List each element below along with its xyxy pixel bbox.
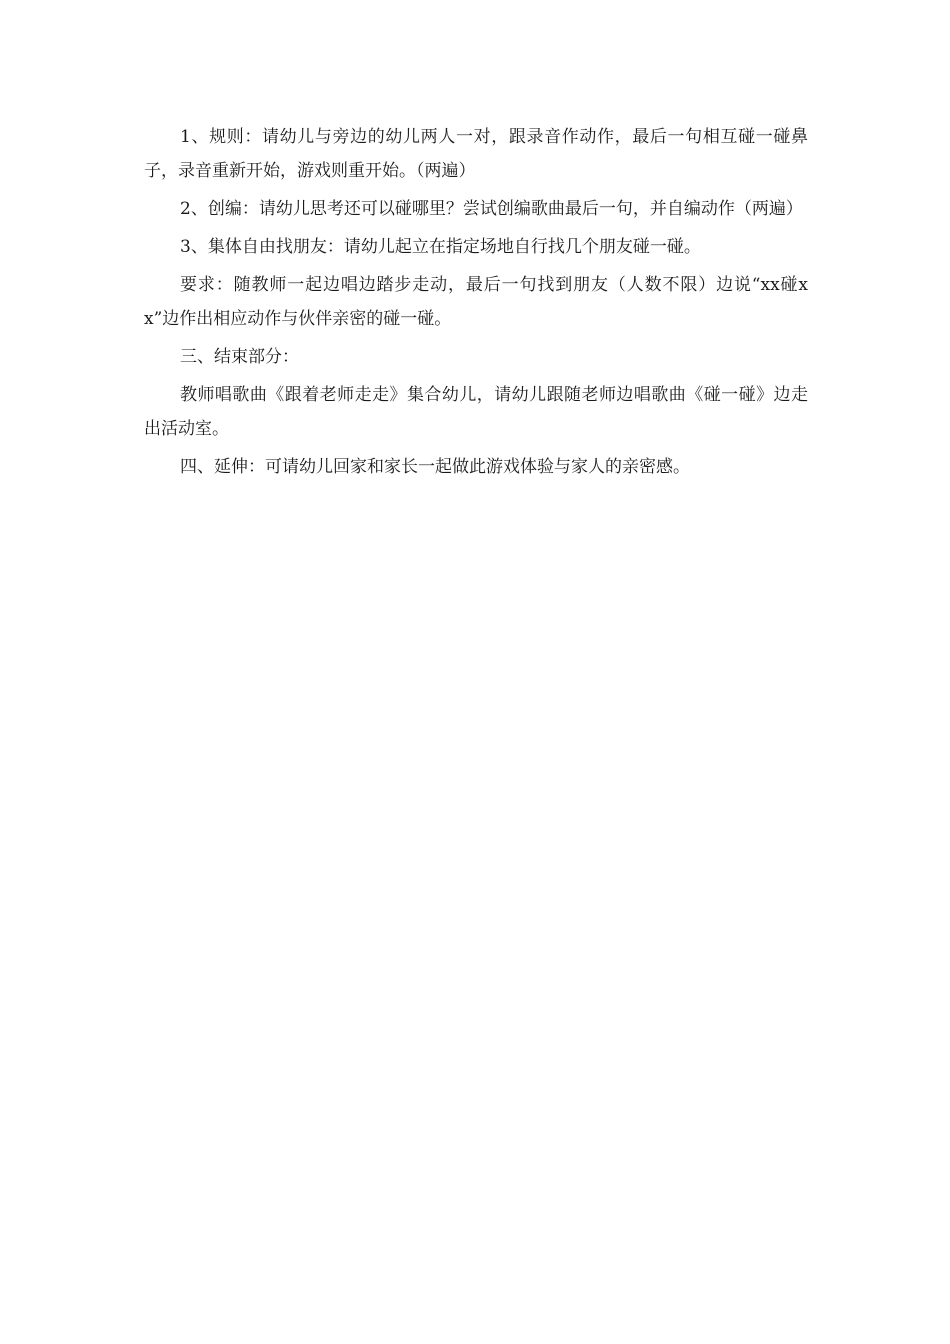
paragraph-create: 2、创编：请幼儿思考还可以碰哪里？尝试创编歌曲最后一句，并自编动作（两遍） [180,199,803,219]
section-heading-ending: 三、结束部分： [180,347,299,367]
paragraph-find-friends: 3、集体自由找朋友：请幼儿起立在指定场地自行找几个朋友碰一碰。 [180,237,701,257]
paragraph-extension: 四、延伸：可请幼儿回家和家长一起做此游戏体验与家人的亲密感。 [180,457,690,477]
document-body [144,120,808,488]
paragraph-rule: 1、规则：请幼儿与旁边的幼儿两人一对，跟录音作动作，最后一句相互碰一碰鼻子，录音重新开始，游戏则重开始。（两遍） [144,127,808,181]
paragraph-ending: 教师唱歌曲《跟着老师走走》集合幼儿，请幼儿跟随老师边唱歌曲《碰一碰》边走出活动室。 [144,385,808,439]
paragraph-requirement: 要求：随教师一起边唱边踏步走动，最后一句找到朋友（人数不限）边说“xx碰xx”边作出相应动作与伙伴亲密的碰一碰。 [144,275,808,329]
